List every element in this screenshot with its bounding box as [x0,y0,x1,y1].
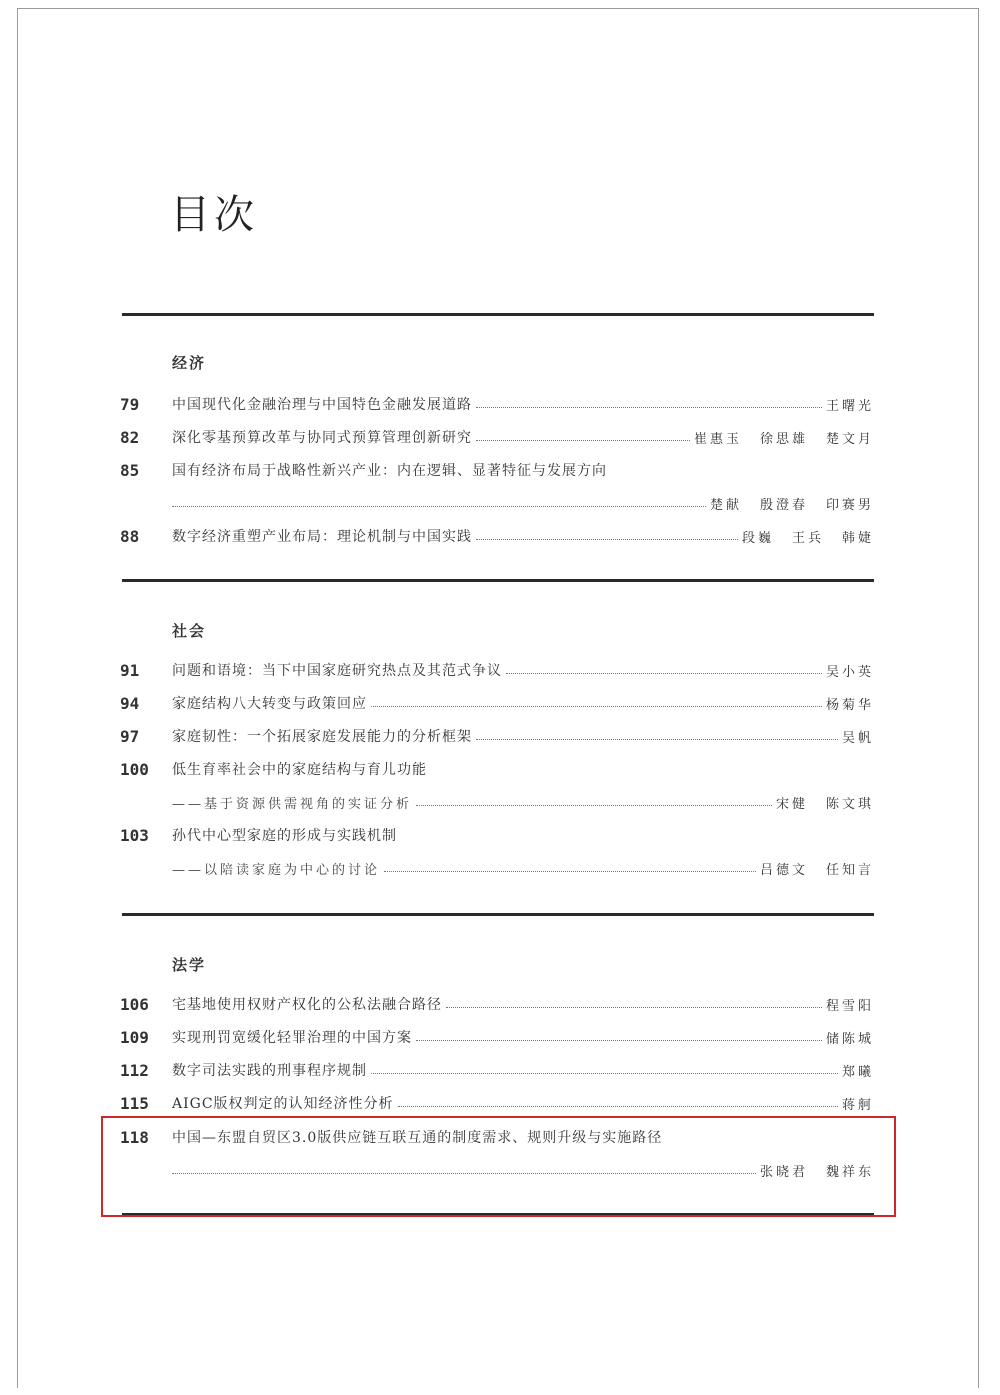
page-number: 79 [120,395,140,414]
page-number: 85 [120,461,140,480]
entry-title: 国有经济布局于战略性新兴产业：内在逻辑、显著特征与发展方向 [172,463,607,479]
toc-entry-continuation [172,790,874,812]
toc-entry[interactable] [120,458,874,480]
section-heading-society: 社会 [172,622,207,640]
section-divider [122,579,874,582]
page-number: 115 [120,1094,149,1113]
toc-entry[interactable] [120,425,874,447]
entry-authors: 崔惠玉 徐思雄 楚文月 [693,432,874,447]
entry-authors: 张晓君 魏祥东 [759,1165,874,1180]
leader-dots [476,440,690,441]
page-number: 97 [120,727,140,746]
leader-dots [416,1040,822,1041]
entry-title: 家庭韧性：一个拓展家庭发展能力的分析框架 [172,729,472,745]
entry-authors: 段巍 王兵 韩婕 [741,531,874,546]
section-heading-economy: 经济 [172,354,207,372]
leader-dots [371,1073,838,1074]
page-number: 109 [120,1028,149,1047]
leader-dots [476,539,738,540]
toc-entry[interactable] [120,392,874,414]
page-number: 88 [120,527,140,546]
toc-entry-continuation [172,856,874,878]
toc-entry[interactable] [120,524,874,546]
entry-title: 问题和语境：当下中国家庭研究热点及其范式争议 [172,663,502,679]
entry-title: 数字司法实践的刑事程序规制 [172,1063,367,1079]
toc-entry[interactable] [120,757,874,779]
leader-dots [476,407,822,408]
page-number: 91 [120,661,140,680]
toc-entry[interactable] [120,1025,874,1047]
page-number: 106 [120,995,149,1014]
leader-dots [506,673,822,674]
toc-entry[interactable] [120,1091,874,1113]
leader-dots [398,1106,838,1107]
toc-entry[interactable] [120,992,874,1014]
toc-entry[interactable] [120,724,874,746]
page-number: 94 [120,694,140,713]
section-divider [122,913,874,916]
entry-title: 深化零基预算改革与协同式预算管理创新研究 [172,430,472,446]
entry-title: 中国现代化金融治理与中国特色金融发展道路 [172,397,472,413]
toc-entry[interactable] [120,823,874,845]
entry-title: 中国—东盟自贸区3.0版供应链互联互通的制度需求、规则升级与实施路径 [172,1130,663,1146]
toc-entry[interactable] [120,658,874,680]
leader-dots [446,1007,822,1008]
page-number: 112 [120,1061,149,1080]
entry-authors: 王曙光 [825,399,874,414]
highlight-box [101,1116,896,1217]
entry-authors: 吴小英 [825,665,874,680]
page-title: 目次 [170,192,258,238]
entry-title: 孙代中心型家庭的形成与实践机制 [172,828,397,844]
toc-entry[interactable] [120,1058,874,1080]
entry-subtitle: ——基于资源供需视角的实证分析 [172,797,413,812]
entry-title: 实现刑罚宽缓化轻罪治理的中国方案 [172,1030,412,1046]
entry-title: 家庭结构八大转变与政策回应 [172,696,367,712]
entry-title: 低生育率社会中的家庭结构与育儿功能 [172,762,427,778]
leader-dots [476,739,838,740]
entry-authors: 程雪阳 [825,999,874,1014]
section-heading-law: 法学 [172,956,207,974]
section-divider [122,313,874,316]
leader-dots [172,506,706,507]
entry-authors: 宋健 陈文琪 [775,797,874,812]
entry-authors: 楚献 殷澄春 印赛男 [709,498,874,513]
entry-title: 数字经济重塑产业布局：理论机制与中国实践 [172,529,472,545]
page-number: 100 [120,760,149,779]
entry-authors: 蒋舸 [841,1098,874,1113]
page-number: 82 [120,428,140,447]
page-number: 103 [120,826,149,845]
entry-authors: 吴帆 [841,731,874,746]
toc-entry[interactable] [120,691,874,713]
entry-title: AIGC版权判定的认知经济性分析 [172,1096,394,1112]
toc-entry-continuation [172,491,874,513]
entry-authors: 吕德文 任知言 [759,863,874,878]
leader-dots [371,706,822,707]
leader-dots [416,805,772,806]
entry-title: 宅基地使用权财产权化的公私法融合路径 [172,997,442,1013]
page-number: 118 [120,1128,149,1147]
entry-authors: 储陈城 [825,1032,874,1047]
entry-authors: 杨菊华 [825,698,874,713]
entry-subtitle: ——以陪读家庭为中心的讨论 [172,863,381,878]
leader-dots [384,871,756,872]
entry-authors: 郑曦 [841,1065,874,1080]
